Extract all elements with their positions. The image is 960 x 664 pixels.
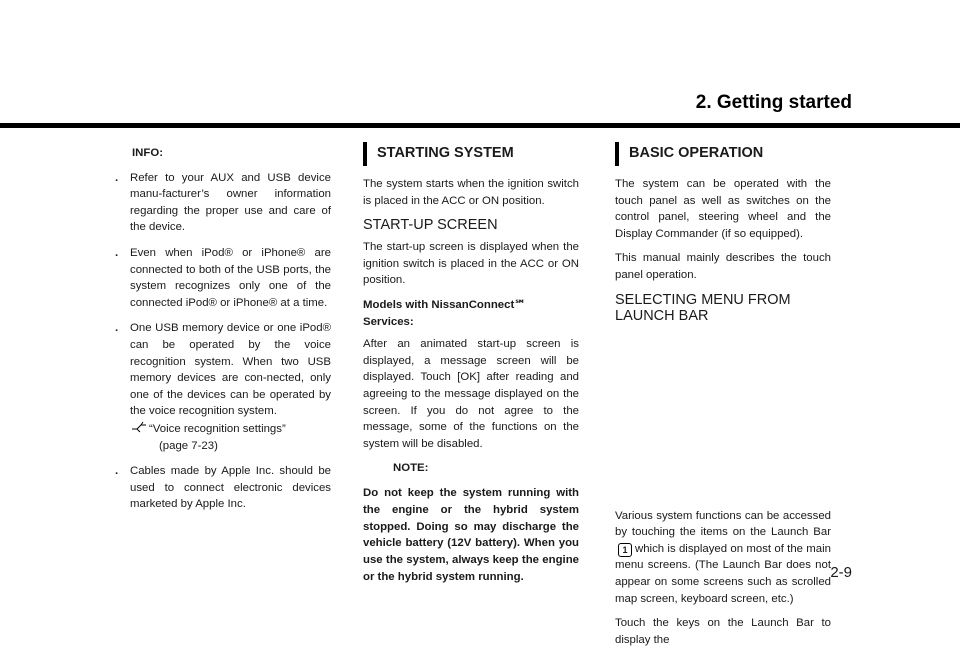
subheading: SELECTING MENU FROM LAUNCH BAR — [615, 291, 791, 324]
page-number: 2-9 — [830, 564, 852, 581]
page-header-title: 2. Getting started — [695, 92, 852, 113]
xref-page: (page 7-23) — [159, 439, 218, 452]
section-heading — [363, 142, 579, 164]
bullet-dot: . — [115, 465, 119, 478]
paragraph-text: which is displayed on most of the main menu screens. (The Launch Bar does not appear on some screens such as scrolled map screen, keyboard screen, etc.) — [615, 542, 831, 605]
paragraph: Touch the keys on the Launch Bar to display the — [615, 617, 831, 646]
bullet-item — [115, 170, 331, 236]
bullet-text: One USB memory device or one iPod® can be operated by the voice recognition system. When two USB memory devices are con-nected, only one of the devices can be operated by the voice recognition system. — [130, 322, 331, 418]
image-placeholder — [615, 330, 831, 508]
cross-reference[interactable] — [130, 421, 331, 454]
header-rule — [0, 123, 960, 128]
paragraph: After an animated start-up screen is displayed, a message screen will be displayed. Touch [OK] after reading and agreeing to the message displayed on the screen. If you do not agree to the message, some of the functions on the system will be disabled. — [363, 338, 579, 450]
section-heading — [615, 142, 831, 164]
section-title: STARTING SYSTEM — [377, 145, 514, 161]
bullet-text: Refer to your AUX and USB device manu-facturer’s owner information regarding the proper use and care of the device. — [130, 171, 331, 234]
section-title: BASIC OPERATION — [629, 145, 764, 161]
note-label: NOTE: — [393, 462, 429, 475]
paragraph: This manual mainly describes the touch panel operation. — [615, 252, 831, 281]
bullet-text: Even when iPod® or iPhone® are connected to both of the USB ports, the system recognizes only one of the connected iPod® or iPhone® at a time. — [130, 246, 331, 309]
models-heading: Models with NissanConnect℠ Services: — [363, 298, 526, 328]
column-3 — [615, 140, 831, 656]
pointing-hand-icon — [130, 421, 149, 454]
note-text: Do not keep the system running with the engine or the hybrid system stopped. Doing so may discharge the vehicle battery (12V battery). When you use the system, always keep the engine or the hybrid system running. — [363, 486, 579, 583]
paragraph: The system can be operated with the touch panel as well as switches on the control panel, steering wheel and the Display Commander (if so equipped). — [615, 178, 831, 240]
xref-title: “Voice recognition settings” — [149, 422, 286, 435]
paragraph — [615, 508, 831, 608]
heading-bar — [363, 142, 367, 166]
column-1 — [115, 140, 331, 522]
bullet-item — [115, 463, 331, 513]
info-label: INFO: — [132, 147, 164, 159]
column-2 — [363, 140, 579, 586]
bullet-text: Cables made by Apple Inc. should be used to connect electronic devices marketed by Apple Inc. — [130, 465, 331, 511]
bullet-item — [115, 320, 331, 454]
bullet-dot: . — [115, 322, 119, 335]
callout-number: 1 — [618, 543, 632, 557]
heading-bar — [615, 142, 619, 166]
paragraph-text: Various system functions can be accessed by touching the items on the Launch Bar — [615, 509, 831, 539]
paragraph: The system starts when the ignition switch is placed in the ACC or ON position. — [363, 178, 579, 207]
bullet-dot: . — [115, 246, 119, 259]
bullet-dot: . — [115, 171, 119, 184]
subheading: START-UP SCREEN — [363, 217, 498, 234]
paragraph: The start-up screen is displayed when the ignition switch is placed in the ACC or ON position. — [363, 241, 579, 287]
bullet-item — [115, 245, 331, 311]
